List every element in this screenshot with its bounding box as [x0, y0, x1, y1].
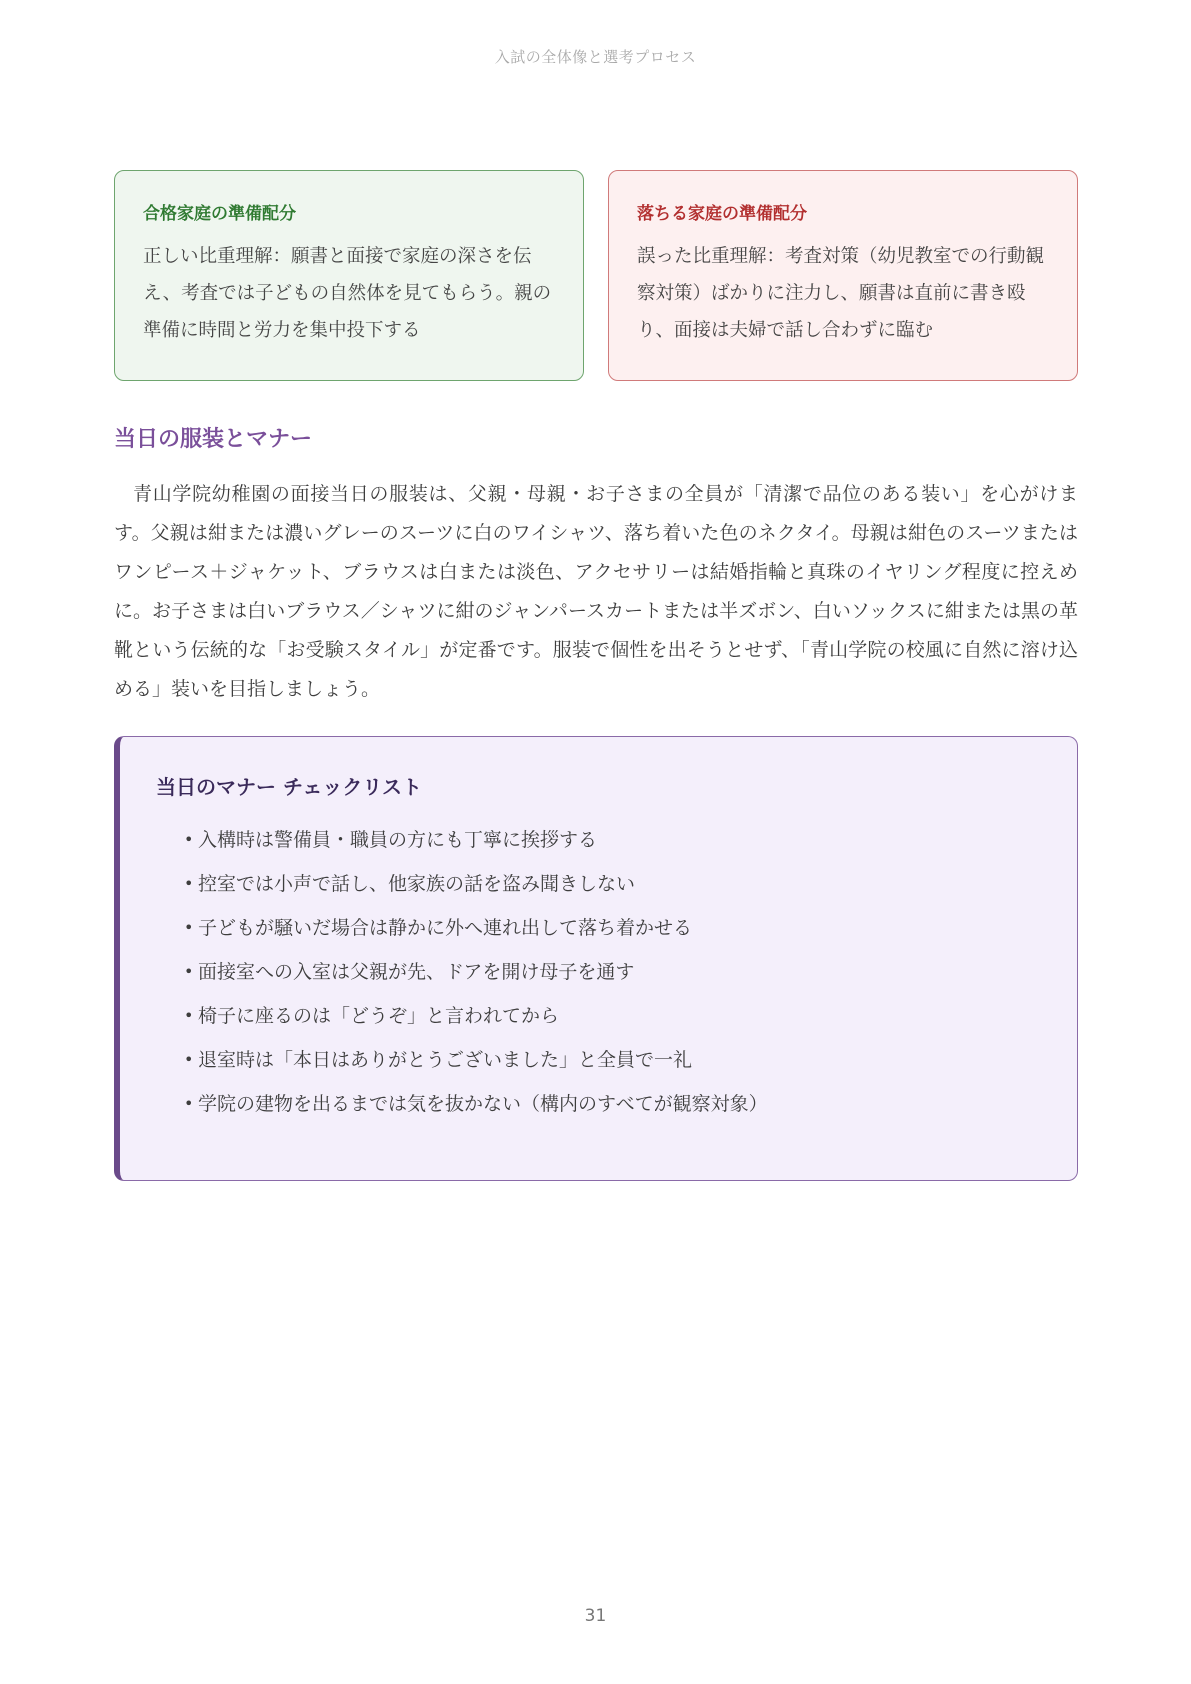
checklist-item: • 学院の建物を出るまでは気を抜かない（構内のすべてが観察対象）	[184, 1082, 1041, 1126]
body-paragraph: 青山学院幼稚園の面接当日の服装は、父親・母親・お子さまの全員が「清潔で品位のある装い」を心がけます。父親は紺または濃いグレーのスーツに白のワイシャツ、落ち着いた色のネクタイ。母親は紺色のスーツまたはワンピース＋ジャケット、ブラウスは白または淡色、アクセサリーは結婚指輪と真珠のイヤリング程度に控えめに。お子さまは白いブラウス／シャツに紺のジャンパースカートまたは半ズボン、白いソックスに紺または黒の革靴という伝統的な「お受験スタイル」が定番です。服装で個性を出そうとせず、「青山学院の校風に自然に溶け込める」装いを目指しましょう。	[114, 483, 1078, 700]
bad-family-box	[608, 170, 1078, 381]
checklist-title: 当日のマナー チェックリスト	[156, 775, 422, 799]
good-family-title: 合格家庭の準備配分	[143, 204, 296, 224]
running-header: 入試の全体像と選考プロセス	[494, 48, 697, 66]
checklist-item: • 控室では小声で話し、他家族の話を盗み聞きしない	[184, 862, 1041, 906]
checklist-item: • 椅子に座るのは「どうぞ」と言われてから	[184, 994, 1041, 1038]
checklist-list	[156, 818, 1041, 1126]
checklist-item: • 面接室への入室は父親が先、ドアを開け母子を通す	[184, 950, 1041, 994]
checklist-item: • 子どもが騒いだ場合は静かに外へ連れ出して落ち着かせる	[184, 906, 1041, 950]
good-family-box	[114, 170, 584, 381]
bad-family-title: 落ちる家庭の準備配分	[637, 204, 807, 224]
comparison-row	[114, 170, 1078, 381]
checklist-item: • 入構時は警備員・職員の方にも丁寧に挨拶する	[184, 818, 1041, 862]
checklist-item: • 退室時は「本日はありがとうございました」と全員で一礼	[184, 1038, 1041, 1082]
manners-checklist-box	[114, 736, 1078, 1181]
section-heading: 当日の服装とマナー	[114, 427, 313, 452]
page-number: 31	[584, 1606, 607, 1626]
bad-family-body: 誤った比重理解：考査対策（幼児教室での行動観察対策）ばかりに注力し、願書は直前に書き殴り、面接は夫婦で話し合わずに臨む	[637, 246, 1045, 341]
good-family-body: 正しい比重理解：願書と面接で家庭の深さを伝え、考査では子どもの自然体を見てもらう。親の準備に時間と労力を集中投下する	[143, 246, 552, 341]
